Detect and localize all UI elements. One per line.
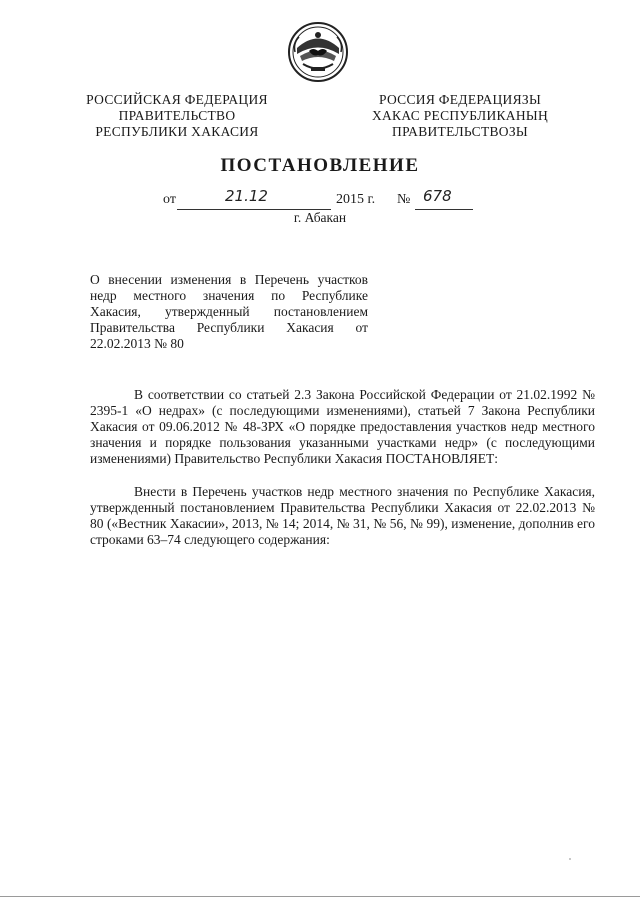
number-sign: №	[397, 192, 411, 207]
header-right-line-2: ХАКАС РЕСПУБЛИКАНЫҢ	[371, 108, 549, 123]
page-bottom-edge	[0, 896, 640, 897]
body-paragraph-2: Внести в Перечень участков недр местного значения по Республике Хакасия, утвержденный постановлением Правительства Республики Хакасия от 22.02.2013 № 80 («Вестник Хакасии», 2013, № 14; 2014, № 31, № 56, № 99), изменение, дополнив его строками 63–74 следующего содержания:	[90, 484, 595, 548]
number-blank	[415, 187, 473, 210]
city-label: г. Абакан	[293, 210, 347, 225]
header-left-line-3: РЕСПУБЛИКИ ХАКАСИЯ	[95, 124, 259, 139]
header-right-line-3: ПРАВИТЕЛЬСТВОЗЫ	[392, 124, 528, 139]
header-left-line-2: ПРАВИТЕЛЬСТВО	[118, 108, 236, 123]
header-left-block	[72, 92, 282, 140]
header-left-line-1: РОССИЙСКАЯ ФЕДЕРАЦИЯ	[86, 92, 268, 107]
document-subject: О внесении изменения в Перечень участков недр местного значения по Республике Хакасия, утвержденный постановлением Правительства Республики Хакасия от 22.02.2013 № 80	[90, 272, 368, 351]
date-blank	[177, 187, 331, 210]
date-year: 2015 г.	[336, 192, 376, 207]
header-right-line-1: РОССИЯ ФЕДЕРАЦИЯЗЫ	[378, 92, 542, 107]
scan-speck	[569, 858, 571, 860]
date-handwritten: 21.12	[225, 187, 268, 205]
body-paragraph-1: В соответствии со статьей 2.3 Закона Российской Федерации от 21.02.1992 № 2395-1 «О недрах» (с последующими изменениями), статьей 7 Закона Республики Хакасия от 09.06.2012 № 48-ЗРХ «О порядке предоставления участков недр местного значения и порядке пользования указанными участками недр» (с последующими изменениями) Правительство Республики Хакасия ПОСТАНОВЛЯЕТ:	[90, 387, 595, 467]
number-handwritten: 678	[423, 187, 452, 205]
coat-of-arms-emblem-icon	[287, 21, 349, 83]
document-title: ПОСТАНОВЛЕНИЕ	[220, 155, 420, 176]
date-prefix: от	[163, 192, 176, 207]
header-right-block	[345, 92, 575, 140]
